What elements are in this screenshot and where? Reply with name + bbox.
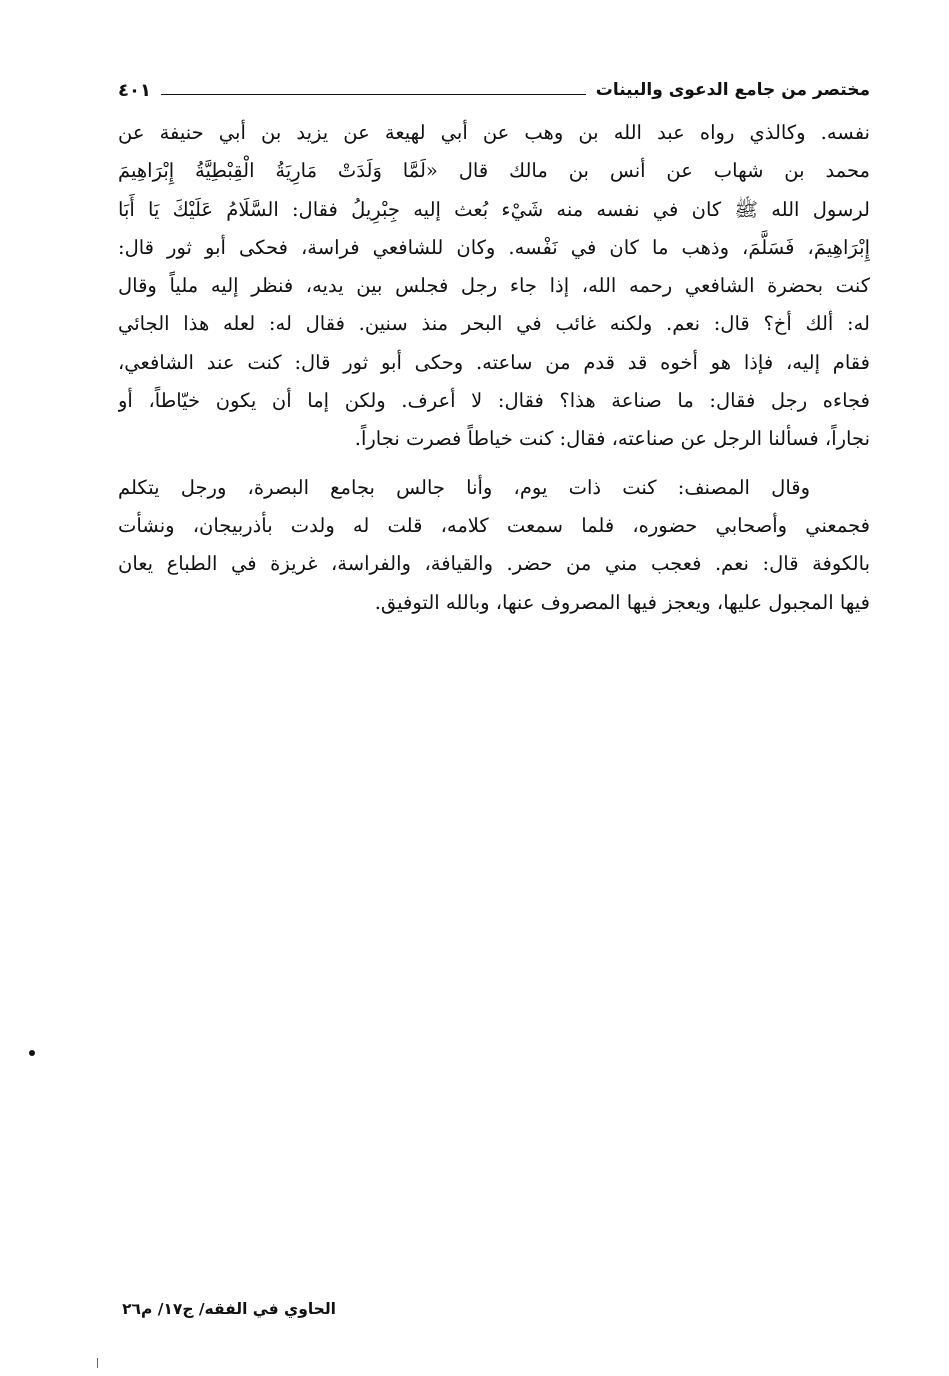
text-line: نجاراً، فسألنا الرجل عن صناعته، فقال: كنت خياطاً فصرت نجاراً. — [354, 427, 870, 451]
running-header — [118, 74, 870, 106]
page-number: ٤٠١ — [118, 79, 151, 101]
text-line: وقال المصنف: كنت ذات يوم، وأنا جالس بجامع البصرة، ورجل يتكلم — [118, 475, 810, 499]
footer-signature: الحاوي في الفقه/ ج١٧/ م٢٦ — [122, 1300, 336, 1318]
text-line: لرسول الله ﷺ كان في نفسه منه شَيْء بُعث إليه جِبْرِيلُ فقال: السَّلَامُ عَلَيْكَ يَا أَبَا — [118, 197, 870, 221]
text-line: فجمعني وأصحابي حضوره، فلما سمعت كلامه، قلت له ولدت بأذربيجان، ونشأت — [118, 513, 870, 537]
text-line: كنت بحضرة الشافعي رحمه الله، إذا جاء رجل فجلس بين يديه، فنظر إليه ملياً وقال — [118, 274, 870, 298]
text-line: إِبْرَاهِيمَ، فَسَلَّمَ، وذهب ما كان في نَفْسه. وكان للشافعي فراسة، فحكى أبو ثور قال: — [118, 235, 870, 259]
text-line: فقام إليه، فإذا هو أخوه قد قدم من ساعته. وحكى أبو ثور قال: كنت عند الشافعي، — [118, 350, 870, 374]
paragraph-2 — [118, 469, 870, 622]
text-line: نفسه. وكالذي رواه عبد الله بن وهب عن أبي لهيعة عن يزيد بن أبي حنيفة عن — [118, 121, 870, 144]
text-line: محمد بن شهاب عن أنس بن مالك قال «لَمَّا وَلَدَتْ مَارِيَةُ الْقِبْطِيَّةُ إِبْرَاهِيمَ — [118, 159, 870, 183]
body-text — [118, 114, 870, 622]
header-rule — [161, 94, 586, 95]
scan-dot — [29, 1050, 35, 1056]
scan-speck — [97, 1358, 98, 1368]
text-line: فيها المجبول عليها، ويعجز فيها المصروف عنها، وبالله التوفيق. — [374, 590, 870, 614]
text-line: بالكوفة قال: نعم. فعجب مني من حضر. والقيافة، والفراسة، غريزة في الطباع يعان — [118, 552, 870, 576]
running-header-title: مختصر من جامع الدعوى والبينات — [595, 80, 870, 100]
paragraph-1 — [118, 114, 870, 459]
paragraph-gap — [118, 459, 870, 469]
text-line: له: ألك أخ؟ قال: نعم. ولكنه غائب في البحر منذ سنين. فقال له: لعله هذا الجائي — [118, 312, 870, 336]
text-line: فجاءه رجل فقال: ما صناعة هذا؟ فقال: لا أعرف. ولكن إما أن يكون خيّاطاً، أو — [118, 389, 870, 413]
